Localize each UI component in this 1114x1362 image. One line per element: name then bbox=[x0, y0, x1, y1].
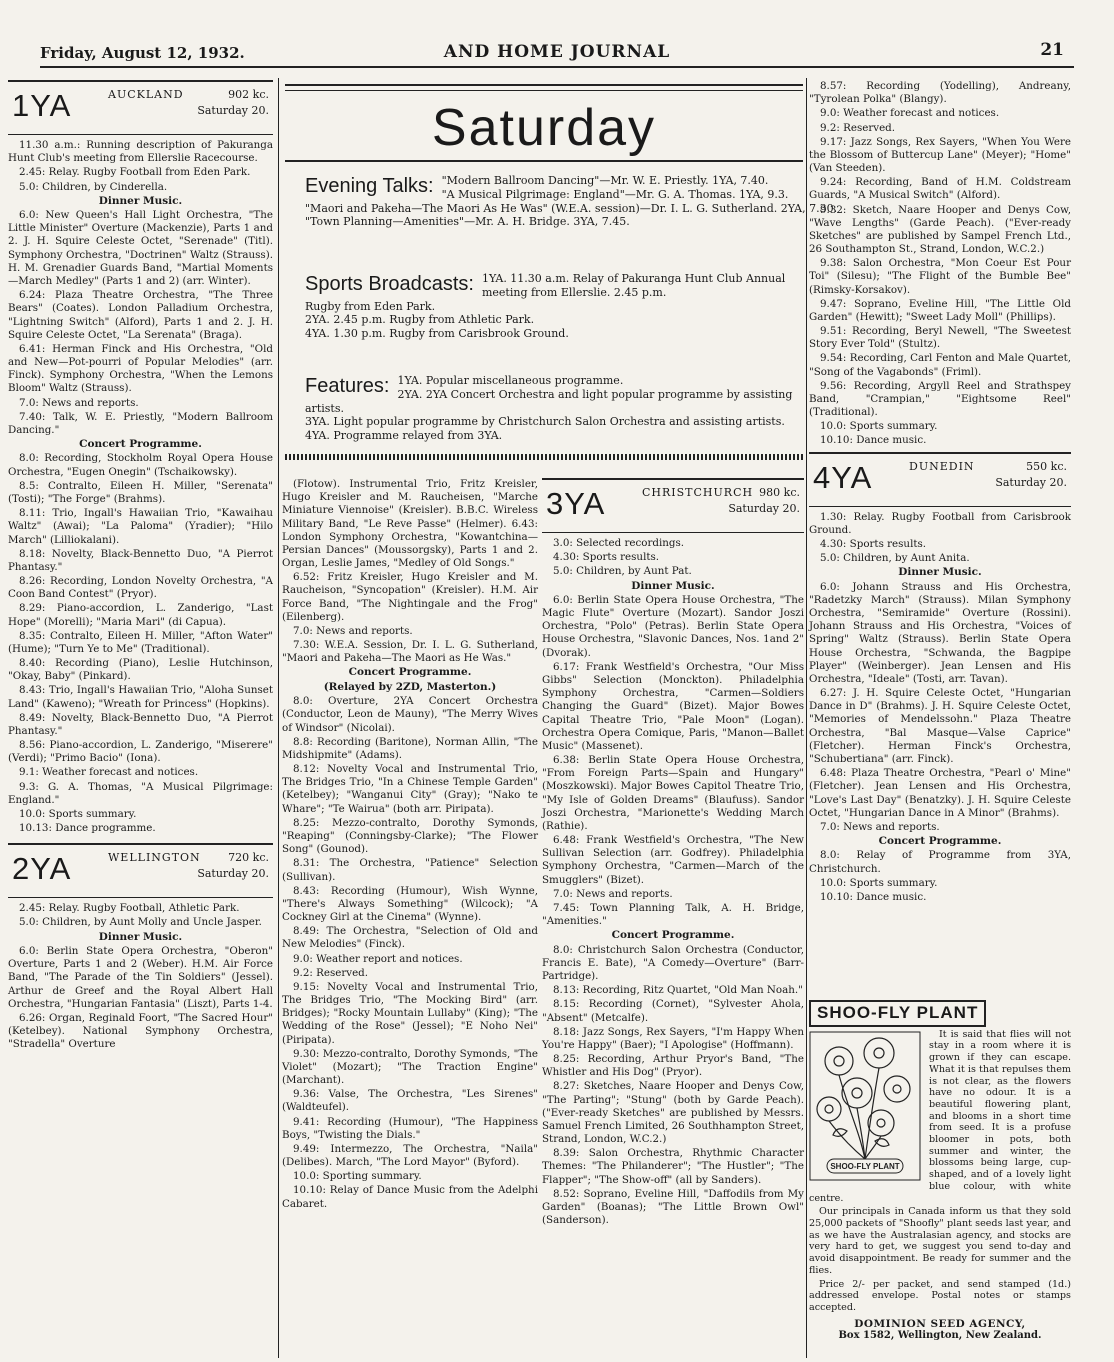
programme-item: 9.36: Valse, The Orchestra, "Les Sirenes" (Waldteufel). bbox=[282, 1088, 538, 1114]
programme-item: 9.41: Recording (Humour), "The Happiness Boys, "Twisting the Dials." bbox=[282, 1115, 538, 1141]
programme-item: 8.18: Jazz Songs, Rex Sayers, "I'm Happy When You're Happy" (Baer); "I Apologise" (Hoffmann). bbox=[542, 1025, 804, 1051]
programme-item: 8.0: Relay of Programme from 3YA, Christchurch. bbox=[809, 849, 1071, 875]
feature-bottom-rule bbox=[285, 454, 803, 460]
programme-item: 9.24: Recording, Band of H.M. Coldstream Guards, "A Musical Switch" (Alford). bbox=[809, 176, 1071, 202]
feature-line: 1YA. Popular miscellaneous programme. bbox=[397, 374, 624, 387]
talk-line: "Town Planning—Amenities"—Mr. A. H. Bridge. 3YA, 7.45. bbox=[305, 215, 630, 229]
programme-item: 1.30: Relay. Rugby Football from Carisbrook Ground. bbox=[809, 510, 1071, 536]
programme-item: 7.0: News and reports. bbox=[19, 396, 139, 409]
column-christchurch-dunedin bbox=[809, 80, 1071, 905]
page-number: 21 bbox=[1040, 40, 1064, 60]
feature-divider bbox=[285, 160, 803, 162]
feature-line: 4YA. Programme relayed from 3YA. bbox=[305, 429, 503, 442]
station-frequency: 980 kc. bbox=[759, 486, 800, 499]
features-heading: Features: bbox=[305, 375, 390, 397]
programme-item: 8.57: Recording (Yodelling), Andreany, "Tyrolean Polka" (Blangy). bbox=[809, 80, 1071, 106]
illustration-label: SHOO-FLY PLANT bbox=[830, 1161, 900, 1171]
programme-item: 9.15: Novelty Vocal and Instrumental Trio, The Bridges Trio, "The Mocking Bird" (arr. Bridges); "Rocky Mountain Lullaby" (King); "The Wedding of the Rose" (Jessel); "E Noho Nei" (Piripata). bbox=[282, 980, 538, 1046]
sports-line: Rugby from Eden Park. bbox=[305, 299, 436, 313]
programme-item: 7.45: Town Planning Talk, A. H. Bridge, "Amenities." bbox=[542, 901, 804, 928]
advert-paragraph: Our principals in Canada inform us that they sold 25,000 packets of "Shoofly" plant seeds last year, and as we have the Australasian agency, and stocks are very hard to get, we suggest you send to-day and avoid disappointment. Be ready for summer and the flies. bbox=[809, 1206, 1071, 1276]
feature-title: Saturday bbox=[431, 99, 657, 157]
programme-item: 9.38: Salon Orchestra, "Mon Coeur Est Pour Toi" (Silesu); "The Flight of the Bumble Bee" (Rimsky-Korsakov). bbox=[809, 257, 1071, 296]
advert-paragraph: It is said that flies will not stay in a room where it is grown if they can escape. What it is that repulses them is not clear, as the flowers have no odour. It is a beautiful flowering plant, and blooms in a short time from seed. It is a profuse bloomer in pots, both summer and winter, the blossoms being large, cup-shaped, and of a lovely light blue colour, with white centre. bbox=[809, 1028, 1071, 1204]
programme-item: 8.8: Recording (Baritone), Norman Allin, "The Midshipmite" (Adams). bbox=[282, 735, 538, 761]
issue-date: Friday, August 12, 1932. bbox=[40, 44, 245, 62]
programme-item: 9.3: G. A. Thomas, "A Musical Pilgrimage: England." bbox=[8, 780, 273, 806]
programme-item: 8.39: Salon Orchestra, Rhythmic Character Themes: "The Philanderer"; "The Hustler"; "The Flapper"; "The Show-off" (all by Sanders). bbox=[542, 1147, 804, 1186]
programme-item: 6.52: Fritz Kreisler, Hugo Kreisler and M. Raucheison, "Syncopation" (Kreisler). H.M. Air Force Band, "The Nightingale and the Frog" (Eilenberg). bbox=[282, 571, 538, 623]
programme-item: 9.54: Recording, Carl Fenton and Male Quartet, "Song of the Vagabonds" (Friml). bbox=[809, 352, 1071, 378]
column-christchurch bbox=[542, 478, 804, 1228]
programme-item: 6.48: Plaza Theatre Orchestra, "Pearl o' Mine" (Fletcher). Jean Lensen and His Orchestra, "Love's Last Day" (Benatzky). J. H. Squire Celeste Octet, "Hungarian Dance in A Minor" (Brahms). bbox=[809, 767, 1071, 819]
programme-item: 8.0: Overture, 2YA Concert Orchestra (Conductor, Leon de Mauny), "The Merry Wives of Windsor" (Nicolai). bbox=[282, 695, 538, 734]
programme-item: 2.45: Relay. Rugby Football from Eden Park. bbox=[19, 166, 251, 179]
programme-item: 7.30: W.E.A. Session, Dr. I. L. G. Sutherland, "Maori and Pakeha—The Maori as He Was." bbox=[282, 639, 538, 665]
programme-item: 8.56: Piano-accordion, L. Zanderigo, "Miserere" (Verdi); "Primo Bacio" (Iona). bbox=[8, 739, 273, 765]
station-city: WELLINGTON bbox=[108, 851, 201, 865]
programme-item: 6.41: Herman Finck and His Orchestra, "Old and New—Pot-pourri of Popular Melodies" (arr. Finck). Symphony Orchestra, "When the Lemons Bloom" Waltz (Strauss). bbox=[8, 342, 273, 395]
programme-item: 4.30: Sports results. bbox=[553, 551, 660, 564]
programme-item: 6.24: Plaza Theatre Orchestra, "The Three Bears" (Coates). London Palladium Orchestra, "Lightning Switch" (Alford), Parts 1 and 2. J. H. Squire Celeste Octet, "La Serenata" (Braga). bbox=[8, 289, 273, 341]
station-header-3ya bbox=[542, 478, 804, 533]
programme-item: (Flotow). Instrumental Trio, Fritz Kreisler, Hugo Kreisler and M. Raucheisen, "Marche Miniature Viennoise" (Kreisler). B.B.C. Wireless Military Band, "Le Reve Passe" (Helmer). 6.43: London Symphony Orchestra, "Kowantchina—Persian Dances" (Moussorgsky), Parts 1 and 2. Organ, Leslie James, "Medley of Old Songs." bbox=[282, 478, 538, 570]
programme-item: 9.32: Sketch, Naare Hooper and Denys Cow, "Wave Lengths" (Garde Peach). ("Ever-ready Sketches" are published by Sampel French Ltd., 26 Southampton St., Strand, London, W.C.2.) bbox=[809, 203, 1071, 256]
programme-item: 8.5: Contralto, Eileen H. Miller, "Serenata" (Tosti); "The Forge" (Brahms). bbox=[8, 479, 273, 505]
programme-item: 8.27: Sketches, Naare Hooper and Denys Cow, "The Parting"; "Stung" (both by Garde Peach). ("Ever-ready Sketches" are published by Messrs. Samuel French Limited, 26 Southhampton Street, Strand, London, W.C.2.) bbox=[542, 1080, 804, 1146]
programme-item: 8.43: Recording (Humour), Wish Wynne, "There's Always Something" (Wilcock); "A Cockney Girl at the Cinema" (Wynne). bbox=[282, 884, 538, 924]
programme-item: 9.47: Soprano, Eveline Hill, "The Little Old Garden" (Hewitt); "Sweet Lady Moll" (Phillips). bbox=[809, 297, 1071, 323]
programme-item: 9.2: Reserved. bbox=[293, 966, 369, 979]
programme-item: 8.26: Recording, London Novelty Orchestra, "A Coon Band Contest" (Pryor). bbox=[8, 575, 273, 601]
programme-item: 9.0: Weather forecast and notices. bbox=[820, 107, 1000, 120]
programme-item: 5.0: Children, by Aunt Pat. bbox=[553, 565, 692, 578]
sports-line: 2YA. 2.45 p.m. Rugby from Athletic Park. bbox=[305, 313, 535, 327]
station-call-sign: 3YA bbox=[546, 486, 606, 521]
programme-item: 7.0: News and reports. bbox=[293, 624, 413, 637]
feature-line: 2YA. 2YA Concert Orchestra and light popular programme by assisting artists. bbox=[305, 387, 793, 415]
section-heading: Dinner Music. bbox=[98, 930, 183, 943]
programme-item: 10.10: Dance music. bbox=[820, 434, 927, 447]
section-heading: Dinner Music. bbox=[631, 579, 715, 592]
programme-item: 8.29: Piano-accordion, L. Zanderigo, "Last Hope" (Morelli); "Maria Mari" (di Capua). bbox=[8, 602, 273, 628]
programme-item: 10.0: Sports summary. bbox=[19, 807, 137, 820]
programme-item: 10.10: Dance music. bbox=[820, 890, 927, 903]
column-rule bbox=[278, 78, 279, 1358]
programme-item: 8.25: Recording, Arthur Pryor's Band, "The Whistler and His Dog" (Pryor). bbox=[542, 1053, 804, 1079]
station-call-sign: 1YA bbox=[12, 88, 72, 123]
feature-top-rule bbox=[285, 84, 803, 91]
section-heading: Dinner Music. bbox=[898, 566, 982, 579]
sports-broadcasts-section bbox=[305, 272, 793, 341]
feature-line: 3YA. Light popular programme by Christchurch Salon Orchestra and assisting artists. bbox=[305, 415, 785, 429]
station-call-sign: 4YA bbox=[813, 459, 873, 495]
programme-item: 4.30: Sports results. bbox=[820, 537, 927, 550]
programme-item: 8.49: Novelty, Black-Bennetto Duo, "A Pierrot Phantasy." bbox=[8, 711, 273, 737]
programme-item: 3.0: Selected recordings. bbox=[553, 537, 685, 549]
programme-item: 10.0: Sporting summary. bbox=[293, 1170, 422, 1183]
flower-illustration-icon bbox=[809, 1031, 921, 1181]
section-heading: Concert Programme. bbox=[611, 929, 735, 942]
advert-heading: SHOO-FLY PLANT bbox=[809, 1000, 986, 1027]
programme-item: 5.0: Children, by Cinderella. bbox=[19, 180, 168, 193]
programme-item: 8.49: The Orchestra, "Selection of Old and New Melodies" (Finck). bbox=[282, 925, 538, 951]
column-auckland-wellington bbox=[8, 80, 273, 1052]
features-section bbox=[305, 374, 793, 443]
programme-item: 5.0: Children, by Aunt Anita. bbox=[820, 552, 970, 565]
evening-talks-section bbox=[305, 174, 838, 229]
programme-item: 7.0: News and reports. bbox=[820, 820, 940, 833]
programme-item: 9.17: Jazz Songs, Rex Sayers, "When You Were the Blossom of Buttercup Lane" (Meyer); "Home" (Van Steeden). bbox=[809, 135, 1071, 175]
station-day: Saturday 20. bbox=[197, 104, 269, 117]
programme-item: 8.13: Recording, Ritz Quartet, "Old Man Noah." bbox=[553, 984, 803, 997]
station-frequency: 902 kc. bbox=[228, 88, 269, 101]
station-day: Saturday 20. bbox=[197, 867, 269, 881]
column-wellington-cont bbox=[282, 478, 538, 1212]
advert-address: Box 1582, Wellington, New Zealand. bbox=[838, 1330, 1042, 1342]
journal-title: AND HOME JOURNAL bbox=[443, 42, 671, 62]
programme-item: 9.56: Recording, Argyll Reel and Strathspey Band, "Crampian," "Eightsome Reel" (Traditional). bbox=[809, 379, 1071, 419]
programme-item: 9.51: Recording, Beryl Newell, "The Sweetest Story Ever Told" (Stultz). bbox=[809, 325, 1071, 351]
programme-item: 6.48: Frank Westfield's Orchestra, "The New Sullivan Selection (arr. Godfrey). Philadelphia Symphony Orchestra, "Carmen—March of the Smugglers" (Bizet). bbox=[542, 834, 804, 886]
programme-item: 8.11: Trio, Ingall's Hawaiian Trio, "Kawaihau Waltz" (Awai); "La Paloma" (Yradier); "Hilo March" (Lilliokalani). bbox=[8, 507, 273, 546]
programme-item: 6.0: Berlin State Opera Orchestra, "Oberon" Overture, Parts 1 and 2 (Weber). H.M. Air Force Band, "The Parade of the Tin Soldiers" (Jessel). Arthur de Greef and the Royal Albert Hall Orchestra, "Hungarian Fantasia" (Liszt), Parts 1-4. bbox=[8, 945, 273, 1010]
programme-item: 2.45: Relay. Rugby Football, Athletic Park. bbox=[19, 902, 240, 915]
programme-item: 9.1: Weather forecast and notices. bbox=[19, 766, 199, 779]
programme-item: 8.43: Trio, Ingall's Hawaiian Trio, "Aloha Sunset Land" (Kaweno); "Wreath for Princess" (Hopkins). bbox=[8, 684, 273, 710]
station-frequency: 550 kc. bbox=[1026, 459, 1067, 473]
programme-item: 7.0: News and reports. bbox=[553, 887, 673, 900]
programme-item: 10.0: Sports summary. bbox=[820, 876, 938, 889]
section-heading: Concert Programme. bbox=[348, 666, 472, 679]
programme-item: 6.38: Berlin State Opera House Orchestra, "From Foreign Parts—Spain and Hungary" (Moszkowski). Major Bowes Capitol Theatre Trio, "My Isle of Golden Dreams" (Blaufuss). Sandor Joszi Orchestra, "Marionette's Wedding March (Rathie). bbox=[542, 754, 804, 832]
programme-item: 10.13: Dance programme. bbox=[19, 822, 156, 835]
programme-item: 6.17: Frank Westfield's Orchestra, "Our Miss Gibbs" Selection (Monckton). Philadelphia Symphony Orchestra, "Carmen—Soldiers Changing the Guard" (Bizet). Major Bowes Capital Theatre Trio, "Pale Moon" (Logan). Orchestra Opera Comique, Paris, "Manon—Ballet Music" (Massenet). bbox=[542, 660, 804, 752]
evening-talks-heading: Evening Talks: bbox=[305, 175, 434, 197]
station-city: AUCKLAND bbox=[108, 88, 184, 101]
talk-line: "A Musical Pilgrimage: England"—Mr. G. A. Thomas. 1YA, 9.3. bbox=[441, 187, 789, 201]
programme-item: 8.31: The Orchestra, "Patience" Selection (Sullivan). bbox=[282, 857, 538, 883]
station-city: CHRISTCHURCH bbox=[642, 486, 754, 499]
column-rule bbox=[806, 78, 807, 1358]
sports-line: 1YA. 11.30 a.m. Relay of Pakuranga Hunt Club Annual meeting from Ellerslie. 2.45 p.m. bbox=[481, 272, 786, 299]
station-header-2ya bbox=[8, 843, 273, 898]
advert-agency: DOMINION SEED AGENCY, bbox=[854, 1317, 1026, 1330]
section-heading: Concert Programme. bbox=[79, 438, 202, 451]
programme-item: 6.0: New Queen's Hall Light Orchestra, "The Little Minister" Overture (Mackenzie), Parts 1 and 2. J. H. Squire Celeste Octet, "Serenade" (Titl). Symphony Orchestra, "Doctrinen" Waltz (Strauss). H. M. Grenadier Guards Band, "Martial Moments—March Medley" (Parts 1 and 2) (arr. Winter). bbox=[8, 209, 273, 287]
programme-item: 10.0: Sports summary. bbox=[820, 420, 938, 433]
programme-item: 11.30 a.m.: Running description of Pakuranga Hunt Club's meeting from Ellerslie Racecourse. bbox=[8, 139, 273, 165]
programme-item: 8.18: Novelty, Black-Bennetto Duo, "A Pierrot Phantasy." bbox=[8, 547, 273, 573]
programme-item: 9.0: Weather report and notices. bbox=[293, 952, 463, 965]
programme-item: 5.0: Children, by Aunt Molly and Uncle Jasper. bbox=[19, 916, 262, 929]
programme-item: 8.25: Mezzo-contralto, Dorothy Symonds, "Reaping" (Conningsby-Clarke); "The Flower Song" (Gounod). bbox=[282, 816, 538, 856]
programme-item: 8.35: Contralto, Eileen H. Miller, "Afton Water" (Hume); "Turn Ye to Me" (Traditional). bbox=[8, 629, 273, 655]
programme-item: 8.12: Novelty Vocal and Instrumental Trio, The Bridges Trio, "In a Chinese Temple Garden" (Ketelbey); "Wanganui City" (Gray); "Nako te Whare"; "Te Wairua" (both arr. Piripata). bbox=[282, 763, 538, 815]
programme-item: 8.0: Recording, Stockholm Royal Opera House Orchestra, "Eugen Onegin" (Tschaikowsky). bbox=[8, 452, 273, 478]
programme-item: 8.52: Soprano, Eveline Hill, "Daffodils from My Garden" (Boanas); "The Little Brown Owl" (Sanderson). bbox=[542, 1187, 804, 1227]
saturday-feature-box bbox=[285, 82, 838, 470]
programme-item: 6.0: Johann Strauss and His Orchestra, "Radetzky March" (Strauss). Milan Symphony Orchestra, "Semiramide" Overture (Rossini). Johann Strauss and His Orchestra, "Voices of Spring" Waltz (Strauss). Berlin State Opera House Orchestra, "Schwanda, the Bagpipe Player" (Weinberger). Jean Lensen and His Orchestra, "Ideale" (Tosti, arr. Tavan). bbox=[809, 580, 1071, 685]
talk-line: "Modern Ballroom Dancing"—Mr. W. E. Priestly. 1YA, 7.40. bbox=[441, 174, 769, 187]
programme-item: 6.0: Berlin State Opera House Orchestra, "The Magic Flute" Overture (Mozart). Sandor Joszi Orchestra, "Polo" (Petras). Berlin State Opera House Orchestra, "Slavonic Dances, Nos. 1and 2" (Dvorak). bbox=[542, 593, 804, 659]
sports-line: 4YA. 1.30 p.m. Rugby from Carisbrook Ground. bbox=[305, 327, 569, 340]
station-call-sign: 2YA bbox=[12, 851, 72, 887]
station-city: DUNEDIN bbox=[909, 459, 975, 473]
programme-item: 7.40: Talk, W. E. Priestly, "Modern Ballroom Dancing." bbox=[8, 410, 273, 436]
section-heading: Concert Programme. bbox=[878, 835, 1002, 848]
programme-item: 9.2: Reserved. bbox=[820, 121, 896, 134]
advert-paragraph: Price 2/- per packet, and send stamped (1d.) addressed envelope. Postal notes or stamps accepted. bbox=[809, 1278, 1071, 1313]
programme-item: 8.15: Recording (Cornet), "Sylvester Ahola, "Absent" (Metcalfe). bbox=[542, 998, 804, 1024]
section-subheading: (Relayed by 2ZD, Masterton.) bbox=[323, 680, 497, 693]
programme-item: 9.49: Intermezzo, The Orchestra, "Naila" (Delibes). March, "The Lord Mayor" (Byford). bbox=[282, 1142, 538, 1169]
programme-item: 8.0: Christchurch Salon Orchestra (Conductor, Francis E. Bate), "A Comedy—Overture" (Barr-Partridge). bbox=[542, 943, 804, 983]
station-header-1ya bbox=[8, 80, 273, 135]
programme-item: 6.27: J. H. Squire Celeste Octet, "Hungarian Dance in D" (Brahms). J. H. Squire Celeste Octet, "Memories of Mendelssohn." Plaza Theatre Orchestra, "Bal Masque—Valse Caprice" (Fletcher). Herman Finck's Orchestra, "Schubertiana" (arr. Finck). bbox=[809, 687, 1071, 765]
station-frequency: 720 kc. bbox=[228, 851, 269, 865]
programme-item: 9.30: Mezzo-contralto, Dorothy Symonds, "The Violet" (Mozart); "The Traction Engine" (Marchant). bbox=[282, 1047, 538, 1087]
sports-heading: Sports Broadcasts: bbox=[305, 273, 474, 295]
page-header bbox=[40, 36, 1074, 68]
station-header-4ya bbox=[809, 452, 1071, 507]
section-heading: Dinner Music. bbox=[98, 194, 183, 207]
programme-item: 8.40: Recording (Piano), Leslie Hutchinson, "Okay, Baby" (Pinkard). bbox=[8, 657, 273, 683]
programme-item: 6.26: Organ, Reginald Foort, "The Sacred Hour" (Ketelbey). National Symphony Orchestra, "Stradella" Overture bbox=[8, 1011, 273, 1051]
station-day: Saturday 20. bbox=[995, 475, 1067, 489]
programme-item: 10.10: Relay of Dance Music from the Adelphi Cabaret. bbox=[282, 1184, 538, 1210]
shoo-fly-advert bbox=[809, 1000, 1071, 1350]
station-day: Saturday 20. bbox=[728, 502, 800, 515]
talk-line: "Maori and Pakeha—The Maori As He Was" (W.E.A. session)—Dr. I. L. G. Sutherland. 2YA, 7.30. bbox=[305, 201, 838, 215]
